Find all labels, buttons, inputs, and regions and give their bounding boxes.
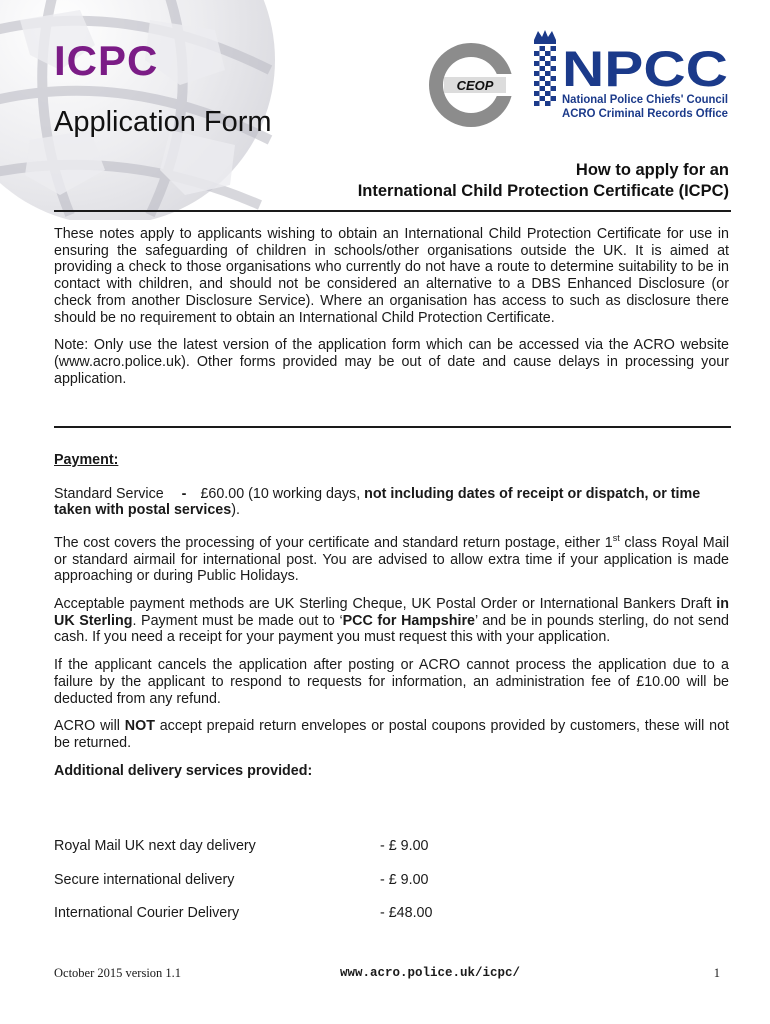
acro-office-name: ACRO Criminal Records Office [562,108,728,120]
cancellation-paragraph: If the applicant cancels the application after posting or ACRO cannot process the application due to a failure by the applicant to respond to requests for information, an administration fee of £10.00 will be deducted from any refund. [54,657,729,707]
prepaid-text-start: ACRO will [54,718,125,735]
icpc-title: ICPC [54,37,159,84]
divider-top [54,210,731,212]
crown-icon [534,30,556,44]
delivery-service-price: - £ 9.00 [380,872,429,888]
prepaid-text-end: accept prepaid return envelopes or postal coupons provided by customers, these will not be returned. [54,718,729,751]
cost-superscript: st [612,533,620,544]
page-number: 1 [713,966,720,980]
standard-service-label: Standard Service [54,485,164,502]
delivery-row [54,904,554,922]
standard-service-exclusions: not including dates of receipt or dispatch, or time taken with postal services [54,485,701,519]
page-subtitle [358,160,729,202]
cost-text-start: The cost covers the processing of your certificate and standard return postage, either 1 [54,534,613,551]
note-paragraph: Note: Only use the latest version of the application form which can be accessed via the ACRO website (www.acro.police.uk). Other forms provided may be out of date and cause delays in processing your application. [54,337,729,387]
delivery-row [54,837,554,855]
standard-service-end: ). [231,502,240,519]
delivery-service-label: Secure international delivery [54,872,235,888]
intro-paragraph: These notes apply to applicants wishing to obtain an International Child Protection Certificate for use in ensuring the safeguarding of children in schools/other organisations outside the UK. It is aimed at providing a check to those organisations who currently do not have a route to determine suitability to be in contact with children, and should not be considered an alternative to a DBS Enhanced Disclosure (or check from another Disclosure Service). Where an organisation has access to such as disclosure there should be no requirement to obtain an International Child Protection Certificate. [54,226,729,326]
methods-sterling: in UK Sterling [54,595,729,629]
application-form-title: Application Form [54,106,272,138]
methods-text-end: ’ and be in pounds sterling, do not send cash. If you need a receipt for your payment you must request this with your application. [54,612,729,646]
delivery-heading: Additional delivery services provided: [54,762,313,779]
payment-heading: Payment: [54,452,119,468]
delivery-service-price: - £ 9.00 [380,838,429,854]
delivery-service-price: - £48.00 [380,905,433,921]
standard-service-paragraph [54,486,729,519]
divider-middle [54,426,731,428]
standard-service-dash: - [181,485,187,502]
npcc-council-name: National Police Chiefs' Council [562,94,728,106]
delivery-service-label: Royal Mail UK next day delivery [54,838,256,854]
npcc-logo [528,28,733,123]
cost-text-end: class Royal Mail or standard airmail for international post. You are advised to allow extra time if your application is made approaching or during Public Holidays. [54,534,729,585]
payment-section [54,452,729,790]
prepaid-envelopes-paragraph [54,718,729,751]
ceop-logo-text: CEOP [456,78,494,93]
standard-service-price: £60.00 (10 working days, [200,485,365,502]
delivery-row [54,871,554,889]
footer-version: October 2015 version 1.1 [54,966,182,980]
methods-payee: PCC for Hampshire [342,612,475,629]
cost-paragraph [54,530,729,585]
footer-url-link[interactable]: www.acro.police.uk/icpc/ [340,966,521,980]
intro-section [54,226,729,398]
subtitle-line-1: How to apply for an [575,161,729,179]
subtitle-line-2: International Child Protection Certificate (ICPC) [357,182,729,200]
delivery-service-label: International Courier Delivery [54,905,240,921]
methods-text-start: Acceptable payment methods are UK Sterling Cheque, UK Postal Order or International Bankers Draft [54,595,717,612]
payment-methods-paragraph [54,596,729,646]
ceop-logo [426,40,516,130]
npcc-logo-text: NPCC [562,41,728,97]
prepaid-not: NOT [124,718,155,735]
checker-column [534,46,556,106]
methods-text-mid: . Payment must be made out to ‘ [132,612,343,629]
